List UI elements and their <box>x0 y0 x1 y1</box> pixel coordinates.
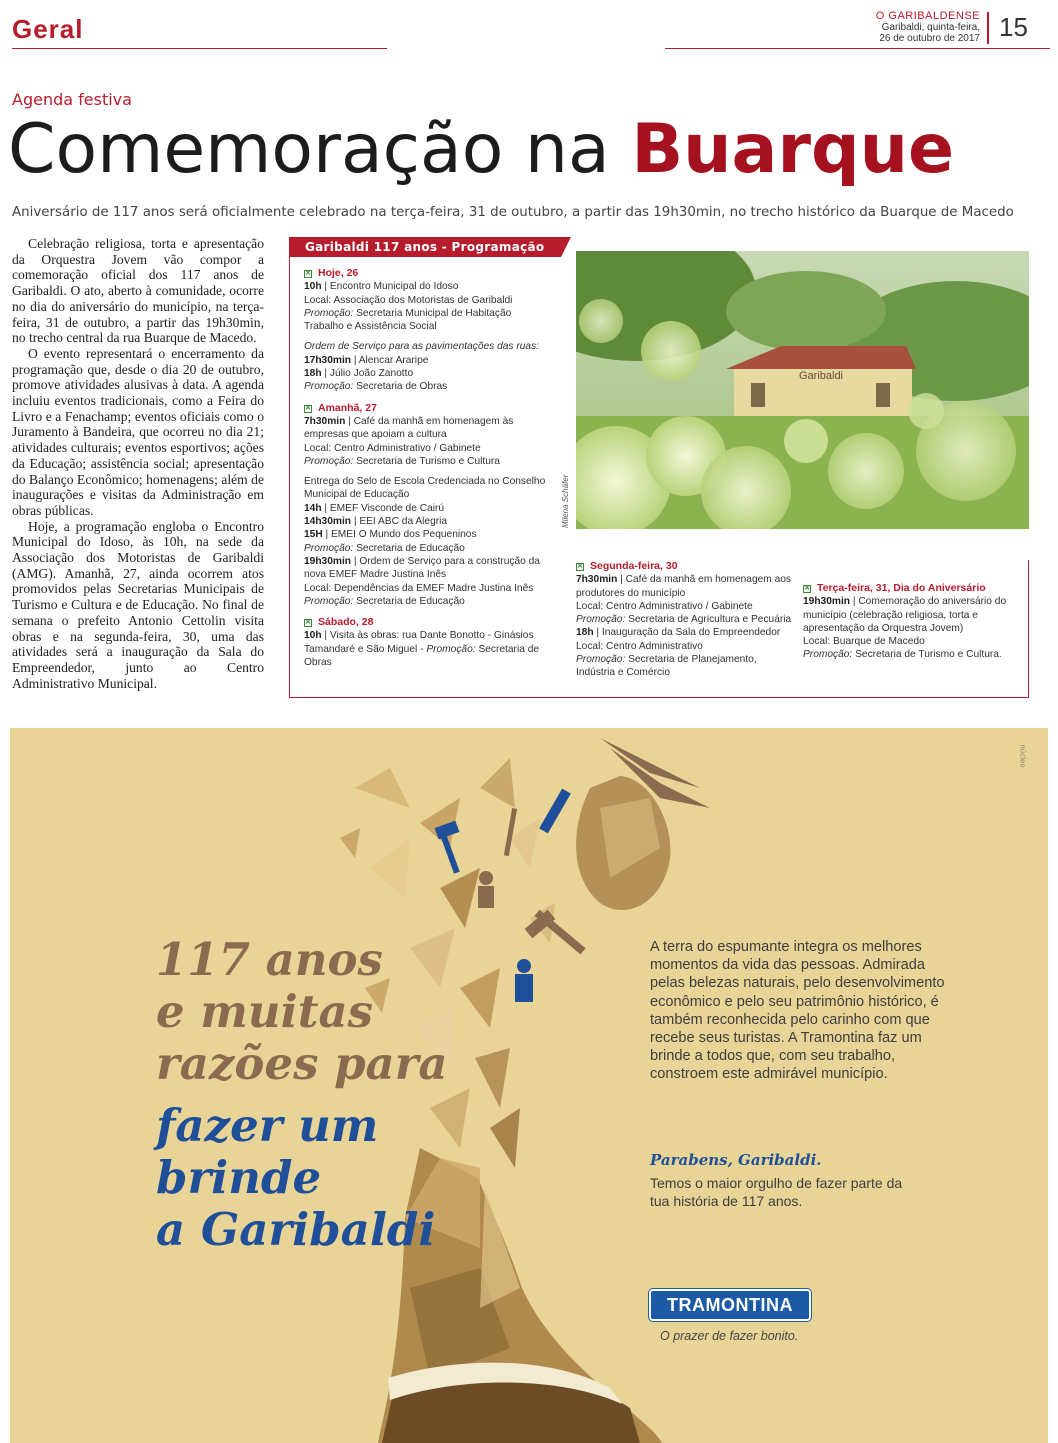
agency-credit: núcleo <box>1018 744 1027 768</box>
ad-body: A terra do espumante integra os melhores momentos da vida das pessoas. Admirada pelas belezas naturais, pelo desenvolvimento econômico e pelo seu patrimônio histórico, é também reconhecida pelo carinho com que recebe seus turistas. A Tramontina faz um brinde a todos que, com seu trabalho, constroem este admirável município. <box>650 939 945 1083</box>
ad-signoff: Parabens, Garibaldi. <box>650 1151 822 1169</box>
masthead <box>876 11 980 44</box>
event-promo: Promoção: Secretaria de Educação <box>304 542 465 554</box>
event-item: 14h | EMEF Visconde de Cairú <box>304 502 445 514</box>
dateline-2: 26 de outubro de 2017 <box>879 33 980 44</box>
checkbox-icon: ✕ <box>577 563 583 570</box>
event-local: Local: Dependências da EMEF Madre Justina Inês <box>304 582 534 594</box>
ad-headline-line: fazer um <box>156 1099 379 1152</box>
article-body <box>12 236 264 691</box>
tramontina-logo: TRAMONTINA <box>649 1289 811 1321</box>
section-tag: Geral <box>12 14 84 44</box>
event-promo: Promoção: Secretaria de Turismo e Cultura. <box>803 649 1002 661</box>
page-number-separator <box>987 12 989 44</box>
subhead: Aniversário de 117 anos será oficialmente celebrado na terça-feira, 31 de outubro, a partir das 19h30min, no trecho histórico da Buarque de Macedo <box>12 205 1014 220</box>
checkbox-icon: ✕ <box>305 404 311 412</box>
event-intro: Ordem de Serviço para as pavimentações das ruas: <box>304 341 539 353</box>
schedule-frame-left <box>289 246 290 698</box>
event-local: Local: Associação dos Motoristas de Garibaldi <box>304 294 513 306</box>
day-heading: ✕ Segunda-feira, 30 <box>577 560 678 572</box>
headline-highlight: Buarque <box>631 110 955 189</box>
event-promo: Promoção: Secretaria de Agricultura e Pecuária <box>576 614 792 626</box>
schedule-column-3 <box>803 582 1028 662</box>
ad-headline-line: a Garibaldi <box>156 1203 436 1256</box>
event-item: 14h30min | EEI ABC da Alegria <box>304 516 448 528</box>
headline <box>8 110 954 190</box>
event-item: 19h30min | Ordem de Serviço para a construção da nova EMEF Madre Justina Inês <box>304 555 540 581</box>
page-number: 15 <box>999 12 1028 42</box>
event-item: 10h | Visita às obras: rua Dante Bonotto - Ginásios Tamandaré e São Miguel - Promoção: Secretaria de Obras <box>304 630 540 669</box>
event-promo: Promoção: Secretaria de Turismo e Cultura <box>304 455 500 467</box>
event-local: Local: Buarque de Macedo <box>803 636 925 648</box>
publication-name: O GARIBALDENSE <box>875 10 980 22</box>
station-photo <box>576 251 1029 529</box>
event-item: 7h30min | Café da manhã em homenagem aos produtores do município <box>576 574 792 599</box>
photo-credit: Milena Schäfer <box>561 474 570 528</box>
schedule-title: Garibaldi 117 anos - Programação <box>289 237 561 257</box>
paragraph: Hoje, a programação engloba o Encontro Municipal do Idoso, às 10h, na sede da Associação dos Motoristas de Garibaldi (AMG). Amanhã, 27, ainda ocorrem atos promovidos pelas Secretarias Municipais de Turismo e Cultura e de Educação. No final de semana o prefeito Antonio Cettolin visita obras e na segunda-feira, 30, uma das atividades será a inauguração da Sala do Empreendedor, junto ao Centro Administrativo Municipal. <box>12 518 264 691</box>
event-local: Local: Centro Administrativo <box>576 640 703 652</box>
station-photo-illustration <box>576 251 1029 529</box>
dateline-1: Garibaldi, quinta-feira, <box>881 22 980 33</box>
schedule-frame-right <box>1028 560 1029 698</box>
header-rule-right <box>665 48 1050 49</box>
ad-signoff-body: Temos o maior orgulho de fazer parte da tua história de 117 anos. <box>650 1175 903 1209</box>
checkbox-icon: ✕ <box>305 619 311 627</box>
header-rule-left <box>12 48 387 49</box>
event-item: 18h | Inauguração da Sala do Empreendedor <box>576 627 781 639</box>
headline-main: Comemoração na <box>8 110 610 189</box>
day-heading: ✕ Hoje, 26 <box>305 267 359 279</box>
event-promo: Promoção: Secretaria Municipal de Habitação Trabalho e Assistência Social <box>304 307 512 333</box>
tramontina-ad <box>10 728 1048 1443</box>
event-promo: Promoção: Secretaria de Planejamento, Indústria e Comércio <box>576 654 757 679</box>
event-local: Local: Centro Administrativo / Gabinete <box>576 600 753 612</box>
event-item: 15H | EMEI O Mundo dos Pequeninos <box>304 529 477 541</box>
checkbox-icon: ✕ <box>804 585 810 592</box>
day-heading: ✕ Amanhã, 27 <box>305 401 377 414</box>
paragraph: Celebração religiosa, torta e apresentação da Orquestra Jovem vão compor a comemoração oficial dos 117 anos de Garibaldi. O ato, aberto à comunidade, ocorre no dia do aniversário do município, na terça-feira, 31 de outubro, a partir das 19h30min, no trecho central da rua Buarque de Macedo. <box>12 236 264 346</box>
event-item: 10h | Encontro Municipal do Idoso <box>304 281 459 293</box>
schedule-column-2 <box>576 560 794 680</box>
schedule-frame-bottom <box>289 697 1029 698</box>
event-promo: Promoção: Secretaria de Obras <box>304 381 448 393</box>
ad-headline-line: e muitas <box>156 985 374 1038</box>
event-item: 18h | Júlio João Zanotto <box>304 368 414 380</box>
day-heading: ✕ Sábado, 28 <box>305 616 374 629</box>
event-item: 19h30min | Comemoração do aniversário do município (celebração religiosa, torta e apresentação da Orquestra Jovem) <box>803 596 1007 634</box>
event-promo: Promoção: Secretaria de Educação <box>304 595 465 607</box>
checkbox-icon: ✕ <box>305 270 311 277</box>
event-intro: Entrega do Selo de Escola Credenciada no Conselho Municipal de Educação <box>304 476 546 501</box>
paragraph: O evento representará o encerramento da programação que, desde o dia 20 de outubro, promove atividades alusivas à data. A agenda incluiu eventos tradicionais, como a Feira do Livro e a Fenachamp; eventos oficiais como o Juramento à Bandeira, que ocorreu no dia 21; atividades culturais; eventos esportivos; ações da Educação; assistência social; apresentação do Balanço Econômico; homenagens; além de inaugurações e visitas da Administração em obras públicas. <box>12 345 264 518</box>
event-item: 7h30min | Café da manhã em homenagem às empresas que apoiam a cultura <box>304 415 514 441</box>
schedule-column-1 <box>304 267 549 669</box>
event-item: 17h30min | Alencar Araripe <box>304 354 429 366</box>
event-local: Local: Centro Administrativo / Gabinete <box>304 442 481 454</box>
day-heading: ✕ Terça-feira, 31, Dia do Aniversário <box>804 582 986 594</box>
brand-tagline: O prazer de fazer bonito. <box>660 1329 799 1343</box>
ad-headline-line: brinde <box>156 1151 322 1204</box>
ad-headline-line: razões para <box>156 1037 448 1090</box>
ad-headline-line: 117 anos <box>156 933 383 986</box>
station-sign: Garibaldi <box>798 370 844 382</box>
kicker: Agenda festiva <box>12 90 132 109</box>
